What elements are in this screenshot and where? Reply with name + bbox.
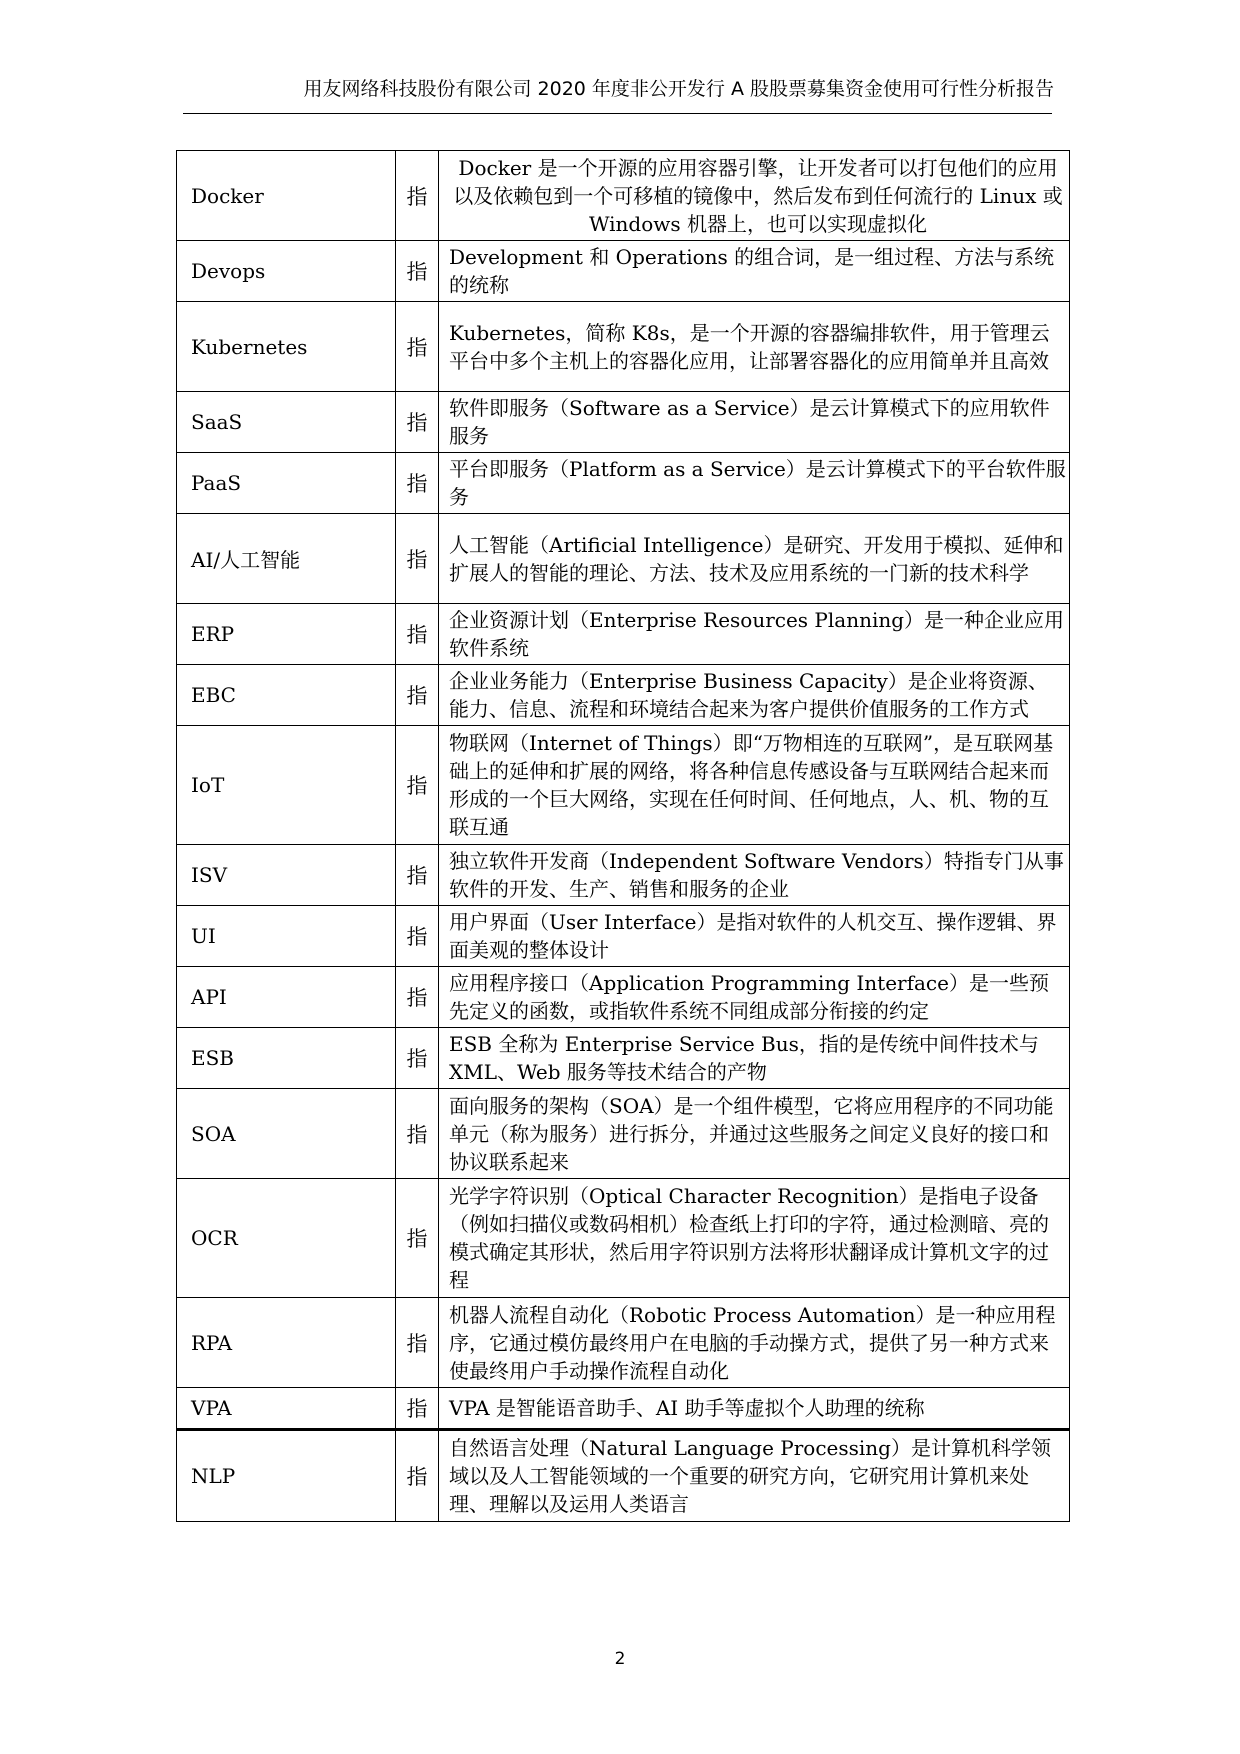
glossary-row [177, 241, 1070, 302]
glossary-indicator: 指 [396, 241, 439, 302]
glossary-term: ISV [177, 845, 396, 906]
glossary-definition: ESB 全称为 Enterprise Service Bus，指的是传统中间件技术与 XML、Web 服务等技术结合的产物 [439, 1028, 1070, 1089]
glossary-definition: Development 和 Operations 的组合词，是一组过程、方法与系统的统称 [439, 241, 1070, 302]
glossary-indicator: 指 [396, 665, 439, 726]
glossary-row [177, 665, 1070, 726]
glossary-row [177, 906, 1070, 967]
glossary-row [177, 726, 1070, 845]
glossary-term: Kubernetes [177, 302, 396, 392]
glossary-definition: 软件即服务（Software as a Service）是云计算模式下的应用软件服务 [439, 392, 1070, 453]
glossary-row [177, 302, 1070, 392]
glossary-term: API [177, 967, 396, 1028]
glossary-term: Devops [177, 241, 396, 302]
glossary-row [177, 1388, 1070, 1430]
glossary-indicator: 指 [396, 1089, 439, 1179]
glossary-row [177, 1089, 1070, 1179]
glossary-definition: Docker 是一个开源的应用容器引擎，让开发者可以打包他们的应用以及依赖包到一个可移植的镜像中，然后发布到任何流行的 Linux 或 Windows 机器上，也可以实现虚拟化 [439, 151, 1070, 241]
glossary-definition: 物联网（Internet of Things）即“万物相连的互联网”，是互联网基础上的延伸和扩展的网络，将各种信息传感设备与互联网结合起来而形成的一个巨大网络，实现在任何时间、任何地点，人、机、物的互联互通 [439, 726, 1070, 845]
glossary-indicator: 指 [396, 1388, 439, 1430]
glossary-indicator: 指 [396, 1179, 439, 1298]
glossary-row [177, 1430, 1070, 1522]
glossary-indicator: 指 [396, 453, 439, 514]
glossary-row [177, 1298, 1070, 1388]
glossary-term: EBC [177, 665, 396, 726]
glossary-definition: 人工智能（Artificial Intelligence）是研究、开发用于模拟、延伸和扩展人的智能的理论、方法、技术及应用系统的一门新的技术科学 [439, 514, 1070, 604]
glossary-term: Docker [177, 151, 396, 241]
glossary-definition: 应用程序接口（Application Programming Interface）是一些预先定义的函数，或指软件系统不同组成部分衔接的约定 [439, 967, 1070, 1028]
glossary-definition: 平台即服务（Platform as a Service）是云计算模式下的平台软件服务 [439, 453, 1070, 514]
glossary-term: NLP [177, 1430, 396, 1522]
glossary-definition: 企业业务能力（Enterprise Business Capacity）是企业将资源、能力、信息、流程和环境结合起来为客户提供价值服务的工作方式 [439, 665, 1070, 726]
glossary-row [177, 392, 1070, 453]
glossary-definition: 自然语言处理（Natural Language Processing）是计算机科学领域以及人工智能领域的一个重要的研究方向，它研究用计算机来处理、理解以及运用人类语言 [439, 1430, 1070, 1522]
glossary-term: UI [177, 906, 396, 967]
glossary-term: IoT [177, 726, 396, 845]
glossary-indicator: 指 [396, 967, 439, 1028]
glossary-definition: 独立软件开发商（Independent Software Vendors）特指专门从事软件的开发、生产、销售和服务的企业 [439, 845, 1070, 906]
glossary-indicator: 指 [396, 302, 439, 392]
page-number: 2 [614, 1649, 626, 1669]
glossary-row [177, 967, 1070, 1028]
glossary-indicator: 指 [396, 392, 439, 453]
glossary-term: SOA [177, 1089, 396, 1179]
glossary-indicator: 指 [396, 906, 439, 967]
glossary-definition: 机器人流程自动化（Robotic Process Automation）是一种应用程序，它通过模仿最终用户在电脑的手动操方式，提供了另一种方式来使最终用户手动操作流程自动化 [439, 1298, 1070, 1388]
glossary-term: ERP [177, 604, 396, 665]
glossary-indicator: 指 [396, 604, 439, 665]
glossary-term: OCR [177, 1179, 396, 1298]
glossary-row [177, 514, 1070, 604]
glossary-definition: 光学字符识别（Optical Character Recognition）是指电子设备（例如扫描仪或数码相机）检查纸上打印的字符，通过检测暗、亮的模式确定其形状，然后用字符识别方法将形状翻译成计算机文字的过程 [439, 1179, 1070, 1298]
glossary-term: AI/人工智能 [177, 514, 396, 604]
glossary-row [177, 1028, 1070, 1089]
glossary-definition: 企业资源计划（Enterprise Resources Planning）是一种企业应用软件系统 [439, 604, 1070, 665]
glossary-definition: 用户界面（User Interface）是指对软件的人机交互、操作逻辑、界面美观的整体设计 [439, 906, 1070, 967]
glossary-row [177, 604, 1070, 665]
header-rule [183, 113, 1052, 114]
glossary-indicator: 指 [396, 1298, 439, 1388]
glossary-term: ESB [177, 1028, 396, 1089]
glossary-term: VPA [177, 1388, 396, 1430]
glossary-row [177, 845, 1070, 906]
glossary-row [177, 1179, 1070, 1298]
glossary-table [176, 150, 1070, 1522]
glossary-row [177, 453, 1070, 514]
glossary-indicator: 指 [396, 151, 439, 241]
glossary-definition: 面向服务的架构（SOA）是一个组件模型，它将应用程序的不同功能单元（称为服务）进行拆分，并通过这些服务之间定义良好的接口和协议联系起来 [439, 1089, 1070, 1179]
glossary-term: RPA [177, 1298, 396, 1388]
glossary-indicator: 指 [396, 514, 439, 604]
page-header-title: 用友网络科技股份有限公司 2020 年度非公开发行 A 股股票募集资金使用可行性分析报告 [303, 78, 1054, 100]
glossary-indicator: 指 [396, 845, 439, 906]
glossary-term: PaaS [177, 453, 396, 514]
glossary-indicator: 指 [396, 1430, 439, 1522]
glossary-indicator: 指 [396, 726, 439, 845]
glossary-definition: Kubernetes，简称 K8s，是一个开源的容器编排软件，用于管理云平台中多个主机上的容器化应用，让部署容器化的应用简单并且高效 [439, 302, 1070, 392]
glossary-row [177, 151, 1070, 241]
glossary-indicator: 指 [396, 1028, 439, 1089]
glossary-term: SaaS [177, 392, 396, 453]
glossary-definition: VPA 是智能语音助手、AI 助手等虚拟个人助理的统称 [439, 1388, 1070, 1430]
